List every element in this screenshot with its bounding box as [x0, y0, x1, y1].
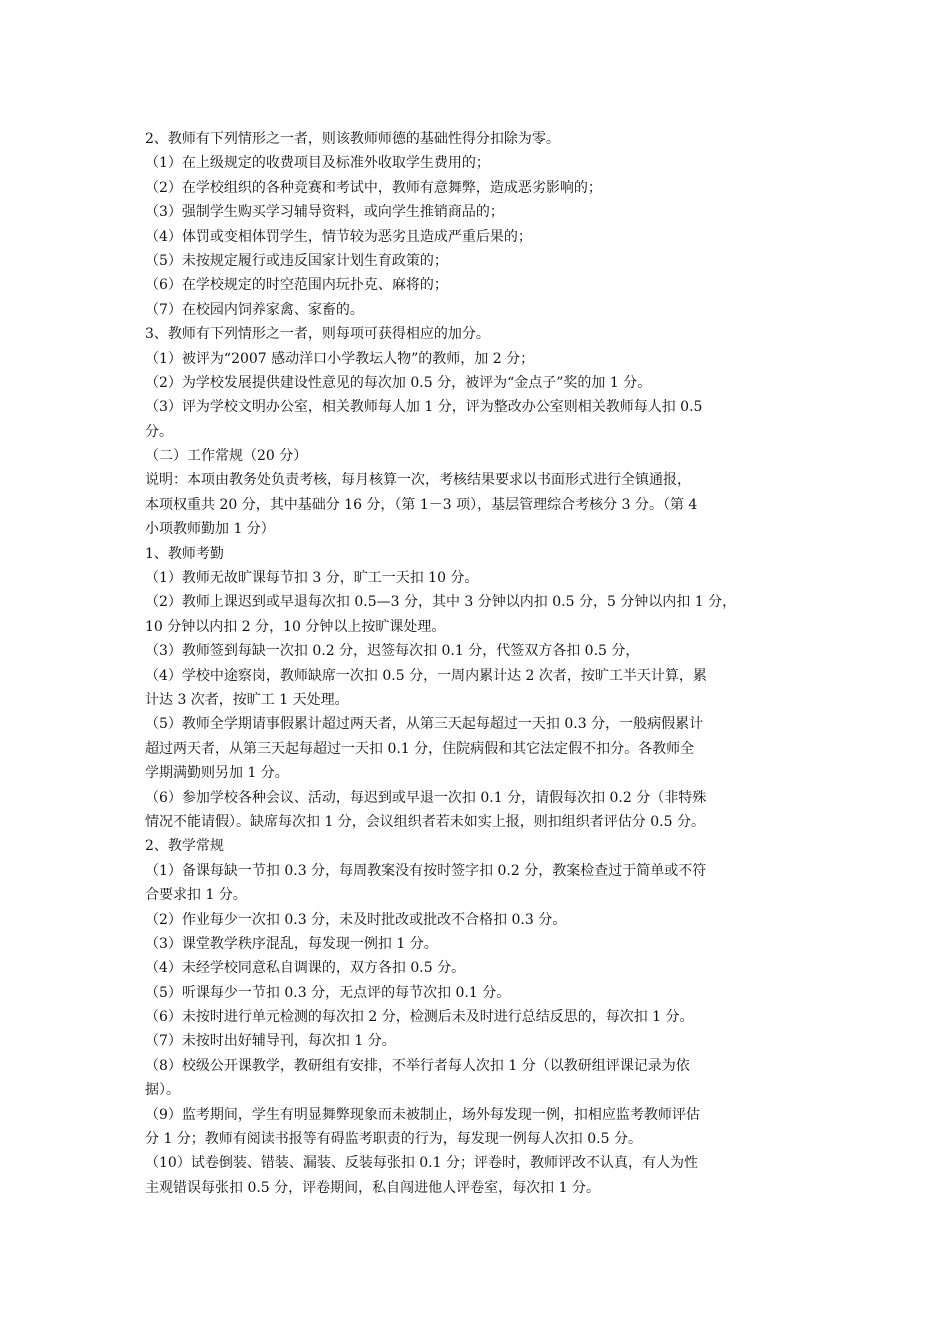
text-line: （2）在学校组织的各种竞赛和考试中，教师有意舞弊，造成恶劣影响的；	[145, 179, 602, 196]
text-line: 本项权重共 20 分，其中基础分 16 分，（第 1－3 项），基层管理综合考核分 3 分。（第 4	[145, 496, 698, 513]
text-line: （10）试卷倒装、错装、漏装、反装每张扣 0.1 分；评卷时，教师评改不认真，有人为性	[145, 1155, 698, 1172]
text-line: （2）教师上课迟到或早退每次扣 0.5—3 分，其中 3 分钟以内扣 0.5 分，5 分钟以内扣 1 分，	[145, 594, 737, 611]
text-line: （9）监考期间，学生有明显舞弊现象而未被制止，场外每发现一例，扣相应监考教师评估	[145, 1106, 700, 1123]
text-line: 2、教学常规	[145, 838, 224, 855]
text-line: （6）在学校规定的时空范围内玩扑克、麻将的；	[145, 277, 448, 294]
text-line: （3）教师签到每缺一次扣 0.2 分，迟签每次扣 0.1 分，代签双方各扣 0.5 分，	[145, 643, 640, 660]
text-line: （二）工作常规（20 分）	[145, 448, 308, 465]
text-line: 据）。	[145, 1082, 180, 1099]
text-line: 分。	[145, 423, 173, 440]
text-line: （5）未按规定履行或违反国家计划生育政策的；	[145, 252, 448, 269]
text-line: 合要求扣 1 分。	[145, 887, 247, 904]
text-line: （4）学校中途察岗，教师缺席一次扣 0.5 分，一周内累计达 2 次者，按旷工半天计算，累	[145, 667, 707, 684]
text-line: 说明：本项由教务处负责考核，每月核算一次，考核结果要求以书面形式进行全镇通报，	[145, 472, 691, 489]
text-line: （1）在上级规定的收费项目及标准外收取学生费用的；	[145, 155, 490, 172]
text-line: （4）体罚或变相体罚学生，情节较为恶劣且造成严重后果的；	[145, 228, 532, 245]
text-line: （2）为学校发展提供建设性意见的每次加 0.5 分，被评为“金点子”奖的加 1 分。	[145, 374, 652, 391]
text-line: 分 1 分；教师有阅读书报等有碍监考职责的行为，每发现一例每人次扣 0.5 分。	[145, 1131, 642, 1148]
text-line: （1）教师无故旷课每节扣 3 分，旷工一天扣 10 分。	[145, 570, 479, 587]
text-line: （8）校级公开课教学，教研组有安排，不举行者每人次扣 1 分（以教研组评课记录为依	[145, 1057, 690, 1074]
text-line: （2）作业每少一次扣 0.3 分，未及时批改或批改不合格扣 0.3 分。	[145, 911, 567, 928]
document-body	[145, 127, 815, 1200]
text-line: （3）强制学生购买学习辅导资料，或向学生推销商品的；	[145, 204, 504, 221]
text-line: （6）未按时进行单元检测的每次扣 2 分，检测后未及时进行总结反思的，每次扣 1 分。	[145, 1009, 694, 1026]
text-line: （5）教师全学期请事假累计超过两天者，从第三天起每超过一天扣 0.3 分，一般病假累计	[145, 716, 704, 733]
text-line: （3）评为学校文明办公室，相关教师每人加 1 分，评为整改办公室则相关教师每人扣 0.5	[145, 399, 703, 416]
text-line: （5）听课每少一节扣 0.3 分，无点评的每节次扣 0.1 分。	[145, 984, 511, 1001]
text-line: 情况不能请假）。缺席每次扣 1 分，会议组织者若未如实上报，则扣组织者评估分 0.5 分。	[145, 813, 705, 830]
text-line: （4）未经学校同意私自调课的，双方各扣 0.5 分。	[145, 960, 466, 977]
text-line: （1）被评为“2007 感动洋口小学教坛人物”的教师，加 2 分；	[145, 350, 535, 367]
text-line: 小项教师勤加 1 分）	[145, 521, 275, 538]
text-line: （3）课堂教学秩序混乱，每发现一例扣 1 分。	[145, 935, 438, 952]
text-line: （7）未按时出好辅导刊，每次扣 1 分。	[145, 1033, 396, 1050]
text-line: 主观错误每张扣 0.5 分，评卷期间，私自闯进他人评卷室，每次扣 1 分。	[145, 1179, 600, 1196]
text-line: （1）备课每缺一节扣 0.3 分，每周教案没有按时签字扣 0.2 分，教案检查过于简单或不符	[145, 862, 707, 879]
text-line: （6）参加学校各种会议、活动，每迟到或早退一次扣 0.1 分，请假每次扣 0.2 分（非特殊	[145, 789, 707, 806]
text-line: 3、教师有下列情形之一者，则每项可获得相应的加分。	[145, 326, 490, 343]
text-line: （7）在校园内饲养家禽、家畜的。	[145, 301, 364, 318]
text-line: 学期满勤则另加 1 分。	[145, 765, 289, 782]
text-line: 1、教师考勤	[145, 545, 224, 562]
text-line: 超过两天者，从第三天起每超过一天扣 0.1 分，住院病假和其它法定假不扣分。各教师全	[145, 740, 695, 757]
text-line: 计达 3 次者，按旷工 1 天处理。	[145, 691, 349, 708]
text-line: 2、教师有下列情形之一者，则该教师师德的基础性得分扣除为零。	[145, 131, 560, 147]
text-line: 10 分钟以内扣 2 分，10 分钟以上按旷课处理。	[145, 618, 446, 635]
